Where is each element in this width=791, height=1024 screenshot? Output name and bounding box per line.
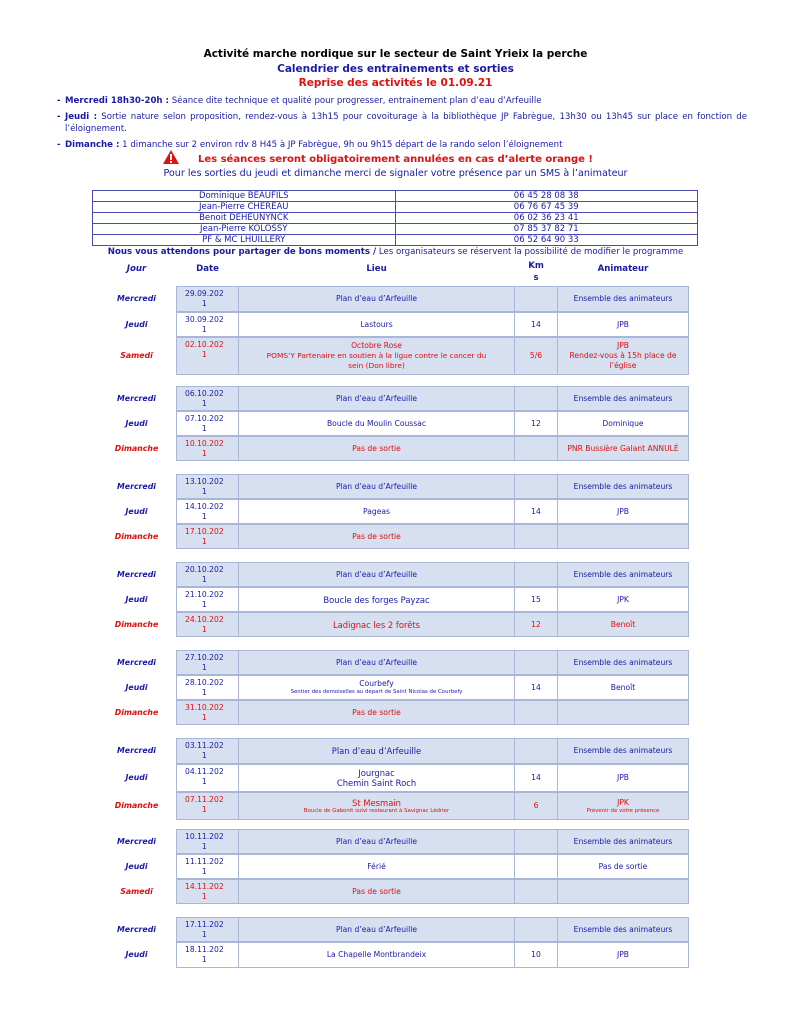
lieu-cell [238,675,515,700]
date-cell [176,286,239,312]
animateur-cell [557,411,689,436]
date-year-suffix: 1 [201,805,207,814]
document-title: Activité marche nordique sur le secteur de Saint Yrieix la perche [203,48,588,60]
animateur-text: Ensemble des animateurs [573,294,673,303]
date-text: 03.11.202 [185,741,224,750]
date-cell [176,764,239,792]
lieu-text: Ladignac les 2 forêts [332,619,421,630]
km-value: 10 [531,950,541,959]
date-text: 18.11.202 [185,945,224,954]
km-cell [514,312,558,337]
contact-name: Jean-Pierre KOLOSSY [93,224,396,235]
km-cell [514,436,558,461]
date-year-suffix: 1 [201,575,207,584]
km-cell [514,675,558,700]
date-year-suffix: 1 [201,713,207,722]
lieu-text: Pas de sortie [352,531,401,541]
km-cell [514,386,558,411]
km-cell [514,587,558,612]
date-text: 31.10.202 [185,703,224,712]
animateur-detail: Prévenir de votre présence [586,807,660,814]
animateur-cell [557,286,689,312]
animateur-cell [557,524,689,549]
animateur-text: Ensemble des animateurs [573,657,673,667]
contact-name: Benoit DEHEUNYNCK [93,213,396,224]
date-year-suffix: 1 [201,625,207,634]
lieu-cell [238,286,515,312]
km-value: 14 [531,682,541,692]
date-year-suffix: 1 [201,688,207,697]
lieu-cell [238,650,515,675]
day-label: Mercredi [117,294,156,303]
date-cell [176,738,239,764]
contact-name: PF & MC LHUILLERY [93,235,396,246]
km-cell [514,562,558,587]
day-label: Jeudi [125,773,148,782]
header-date: Date [196,264,219,274]
animateur-cell [557,738,689,764]
document-subtitle: Calendrier des entrainements et sorties [277,63,514,75]
day-label: Dimanche [114,619,159,629]
warning-text: Les séances seront obligatoirement annulées en cas d’alerte orange ! [198,154,593,165]
day-label: Mercredi [117,569,156,579]
date-year-suffix: 1 [201,600,207,609]
animateur-text: Benoît [610,619,636,629]
date-text: 06.10.202 [185,389,224,398]
day-label: Mercredi [117,924,156,934]
km-value: 6 [533,801,539,810]
day-label: Samedi [120,886,153,896]
animateur-cell [557,854,689,879]
lieu-text: Plan d’eau d’Arfeuille [335,836,418,846]
date-year-suffix: 1 [201,751,207,760]
date-year-suffix: 1 [201,299,207,308]
km-cell [514,524,558,549]
date-cell [176,587,239,612]
animateur-cell [557,700,689,725]
contact-phone: 06 02 36 23 41 [395,213,698,224]
animateur-text: JPB [616,950,630,959]
date-text: 30.09.202 [185,315,224,324]
date-cell [176,386,239,411]
km-cell [514,286,558,312]
date-year-suffix: 1 [201,867,207,876]
header-lieu: Lieu [366,264,387,274]
lieu-text: Plan d’eau d’Arfeuille [335,481,418,491]
date-cell [176,917,239,942]
animateur-text: JPB [616,319,630,329]
lieu-text: Plan d’eau d’Arfeuille [335,657,418,667]
date-text: 04.11.202 [185,767,224,776]
animateur-text: PNR Bussière Galant ANNULÉ [567,443,679,453]
km-cell [514,764,558,792]
animateur-text: Ensemble des animateurs [573,481,673,491]
lieu-cell [238,917,515,942]
animateur-cell [557,499,689,524]
day-label: Jeudi [125,861,148,871]
animateur-text: JPB [616,506,630,516]
lieu-detail: Sentier des demoiselles au départ de Saint Nicolas de Courbefy [290,689,463,695]
animateur-detail: Rendez-vous à 15h place de l’église [569,351,677,370]
animateur-text: JPB [616,773,630,782]
lieu-cell [238,587,515,612]
km-cell [514,854,558,879]
animateur-text: Ensemble des animateurs [573,393,673,403]
animateur-cell [557,337,689,375]
lieu-cell [238,854,515,879]
lieu-detail: POMS’Y Partenaire en soutien à la ligue contre le cancer du sein (Don libre) [266,351,487,370]
contact-row [93,202,698,213]
animateur-text: Dominique [602,418,644,428]
animateur-text: Pas de sortie [598,861,648,871]
km-cell [514,337,558,375]
km-value: 12 [531,619,541,629]
km-value: 5/6 [529,351,543,360]
animateur-text: Ensemble des animateurs [573,836,673,846]
lieu-cell [238,792,515,820]
km-value: 14 [531,319,541,329]
date-year-suffix: 1 [201,930,207,939]
animateur-cell [557,917,689,942]
lieu-text: Férié [367,861,386,871]
animateur-cell [557,829,689,854]
day-label: Jeudi [125,319,148,329]
sms-note: Pour les sorties du jeudi et dimanche merci de signaler votre présence par un SMS à l’animateur [163,168,628,179]
date-cell [176,312,239,337]
date-text: 02.10.202 [185,340,224,349]
lieu-text: Plan d’eau d’Arfeuille [335,924,418,934]
lieu-cell [238,562,515,587]
day-label: Mercredi [117,481,156,491]
lieu-cell [238,337,515,375]
km-cell [514,411,558,436]
lieu-text: Plan d’eau d’Arfeuille [335,393,418,403]
day-label: Jeudi [125,682,148,692]
animateur-cell [557,612,689,637]
animateur-cell [557,436,689,461]
attendons-text: Nous vous attendons pour partager de bons moments / Les organisateurs se réservent la possibilité de modifier le programme [107,247,684,257]
date-cell [176,612,239,637]
day-label: Jeudi [125,506,148,516]
day-label: Dimanche [114,531,159,541]
lieu-text: Pas de sortie [352,886,401,896]
animateur-cell [557,650,689,675]
date-text: 29.09.202 [185,289,224,298]
day-label: Mercredi [117,657,156,667]
note-jeudi: - Jeudi : Sortie nature selon proposition, rendez-vous à 13h15 pour covoiturage à la bibliothèque JP Fabrègue, 13h30 ou 13h45 sur place en fonction de l’éloignement. [57,112,748,134]
km-cell [514,879,558,904]
reprise-date: Reprise des activités le 01.09.21 [298,77,493,89]
animateur-text: Ensemble des animateurs [573,569,673,579]
date-cell [176,524,239,549]
day-label: Jeudi [125,418,148,428]
day-label: Samedi [120,351,153,360]
contact-row [93,191,698,202]
date-text: 17.10.202 [185,527,224,536]
km-cell [514,917,558,942]
lieu-cell [238,764,515,792]
note-dimanche: - Dimanche : 1 dimanche sur 2 environ rdv 8 H45 à JP Fabrègue, 9h ou 9h15 départ de la rando selon l’éloignement [57,140,563,150]
km-cell [514,792,558,820]
km-cell [514,650,558,675]
day-label: Mercredi [117,393,156,403]
km-cell [514,499,558,524]
day-label: Mercredi [117,746,156,755]
date-cell [176,411,239,436]
lieu-text: Pas de sortie [352,443,401,453]
contact-name: Jean-Pierre CHEREAU [93,202,396,213]
date-cell [176,792,239,820]
date-cell [176,854,239,879]
animateur-text: JPB [616,341,630,350]
animateur-text: Ensemble des animateurs [573,924,673,934]
date-text: 27.10.202 [185,653,224,662]
lieu-text: Octobre Rose [351,341,402,350]
date-cell [176,942,239,968]
km-value: 15 [531,594,541,604]
date-year-suffix: 1 [201,350,207,359]
date-cell [176,436,239,461]
km-cell [514,612,558,637]
header-jour: Jour [126,264,147,274]
lieu-text: Courbefy [359,679,394,688]
lieu-cell [238,879,515,904]
animateur-cell [557,312,689,337]
note-mercredi: - Mercredi 18h30-20h : Séance dite technique et qualité pour progresser, entrainement plan d’eau d’Arfeuille [57,96,542,106]
lieu-cell [238,386,515,411]
lieu-text: Lastours [360,319,393,329]
day-label: Dimanche [114,443,159,453]
lieu-text: Plan d’eau d’Arfeuille [331,746,422,756]
animateur-text: JPK [617,594,629,604]
km-cell [514,474,558,499]
date-cell [176,879,239,904]
lieu-text: Pas de sortie [352,707,401,717]
lieu-cell [238,411,515,436]
lieu-text: La Chapelle Montbrandeix [326,950,427,959]
day-label: Jeudi [125,950,148,959]
lieu-cell [238,700,515,725]
date-cell [176,700,239,725]
animateur-cell [557,562,689,587]
animateur-text: Benoît [610,682,636,692]
date-cell [176,675,239,700]
date-text: 14.10.202 [185,502,224,511]
contact-phone: 07 85 37 82 71 [395,224,698,235]
header-kms: Km s [528,261,544,283]
date-text: 10.10.202 [185,439,224,448]
lieu-cell [238,738,515,764]
lieu-text: Boucle des forges Payzac [323,594,430,605]
date-cell [176,829,239,854]
km-cell [514,700,558,725]
contact-phone: 06 45 28 08 38 [395,191,698,202]
date-year-suffix: 1 [201,325,207,334]
day-label: Mercredi [117,836,156,846]
date-text: 07.10.202 [185,414,224,423]
lieu-cell [238,499,515,524]
km-value: 14 [531,506,541,516]
date-cell [176,474,239,499]
date-year-suffix: 1 [201,955,207,964]
date-text: 10.11.202 [185,832,224,841]
lieu-cell [238,612,515,637]
animateur-cell [557,942,689,968]
date-text: 07.11.202 [185,795,224,804]
date-year-suffix: 1 [201,777,207,786]
km-value: 14 [531,773,541,782]
date-year-suffix: 1 [201,663,207,672]
animateur-cell [557,675,689,700]
date-text: 20.10.202 [185,565,224,574]
date-year-suffix: 1 [201,399,207,408]
km-cell [514,942,558,968]
date-year-suffix: 1 [201,512,207,521]
date-text: 13.10.202 [185,477,224,486]
animateur-cell [557,474,689,499]
date-text: 14.11.202 [185,882,224,891]
contact-phone: 06 76 67 45 39 [395,202,698,213]
km-value: 12 [531,418,541,428]
date-cell [176,650,239,675]
lieu-text: St Mesmain [352,797,401,808]
contact-name: Dominique BEAUFILS [93,191,396,202]
lieu-cell [238,942,515,968]
km-cell [514,829,558,854]
lieu-cell [238,524,515,549]
lieu-cell [238,829,515,854]
lieu-text: Plan d’eau d’Arfeuille [335,294,418,303]
date-cell [176,337,239,375]
contact-phone: 06 52 64 90 33 [395,235,698,246]
lieu-cell [238,312,515,337]
date-year-suffix: 1 [201,842,207,851]
lieu-detail: Chemin Saint Roch [336,778,417,788]
date-year-suffix: 1 [201,892,207,901]
animateur-cell [557,386,689,411]
lieu-text: Jourgnac [358,768,395,778]
day-label: Jeudi [125,594,148,604]
lieu-cell [238,436,515,461]
contact-row [93,235,698,246]
lieu-text: Plan d’eau d’Arfeuille [335,569,418,579]
contact-row [93,224,698,235]
animateur-cell [557,879,689,904]
header-animateur: Animateur [597,264,649,274]
date-text: 24.10.202 [185,615,224,624]
date-year-suffix: 1 [201,424,207,433]
lieu-cell [238,474,515,499]
date-cell [176,499,239,524]
contact-row [93,213,698,224]
date-text: 21.10.202 [185,590,224,599]
date-year-suffix: 1 [201,537,207,546]
km-cell [514,738,558,764]
date-text: 17.11.202 [185,920,224,929]
lieu-text: Boucle du Moulin Coussac [326,418,427,428]
animateur-cell [557,792,689,820]
date-text: 28.10.202 [185,678,224,687]
date-year-suffix: 1 [201,449,207,458]
date-text: 11.11.202 [185,857,224,866]
lieu-text: Pageas [363,506,390,516]
animateur-text: JPK [617,797,629,807]
lieu-detail: Boucle de Gabonit suivi restaurant à Savignac Lédrier [303,807,450,814]
animateur-cell [557,764,689,792]
animateur-text: Ensemble des animateurs [573,746,673,755]
date-cell [176,562,239,587]
day-label: Dimanche [114,707,159,717]
animateur-cell [557,587,689,612]
date-year-suffix: 1 [201,487,207,496]
contacts-table [92,190,698,246]
day-label: Dimanche [114,801,159,810]
